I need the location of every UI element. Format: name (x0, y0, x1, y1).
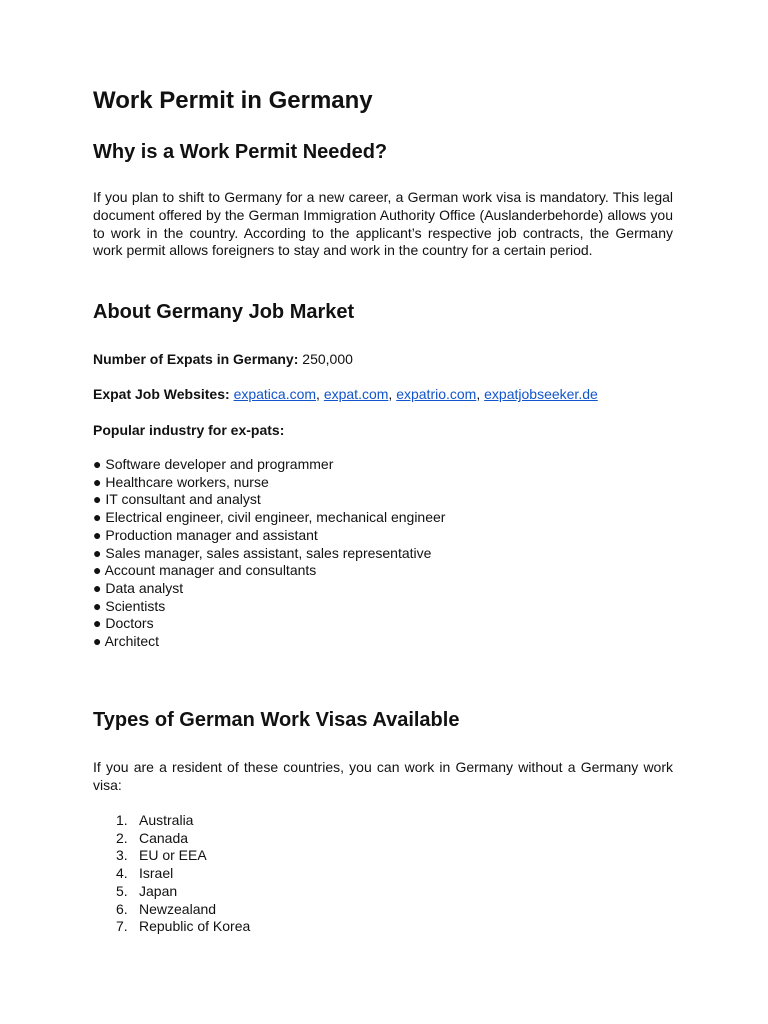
link-expat[interactable]: expat.com (323, 386, 389, 402)
list-item-text: Architect (104, 633, 160, 650)
country-name: Canada (139, 829, 189, 846)
bullet-icon: ● (93, 562, 102, 579)
country-name: Newzealand (139, 900, 217, 917)
visa-types-paragraph: If you are a resident of these countries, you can work in Germany without a Germany work visa: (93, 759, 673, 793)
link-expatjobseeker[interactable]: expatjobseeker.de (484, 386, 598, 402)
bullet-icon: ● (93, 509, 102, 526)
expats-count-value: 250,000 (298, 351, 353, 367)
list-item (93, 580, 445, 598)
list-item (93, 509, 445, 527)
expats-count-label: Number of Expats in Germany: (93, 351, 299, 367)
country-name: Japan (139, 882, 178, 899)
list-number: 2. (116, 829, 128, 846)
link-expatrio[interactable]: expatrio.com (396, 386, 477, 402)
list-number: 1. (116, 812, 128, 828)
link-expatica[interactable]: expatica.com (233, 386, 317, 402)
bullet-icon: ● (93, 473, 102, 490)
link-separator: , (388, 386, 397, 402)
list-item-text: Software developer and programmer (105, 456, 334, 472)
why-paragraph: If you plan to shift to Germany for a new career, a German work visa is mandatory. This legal document offered by the German Immigration Authority Office (Auslanderbehorde) allows you to work in the country. According to the applicant’s respective job contracts, the Germany work permit allows foreigners to stay and work in the country for a certain period. (93, 189, 673, 259)
bullet-icon: ● (93, 491, 102, 508)
job-websites-label: Expat Job Websites: (93, 386, 230, 402)
list-item (93, 615, 445, 633)
list-item (93, 865, 250, 883)
list-item-text: Healthcare workers, nurse (105, 473, 269, 490)
country-name: Republic of Korea (139, 918, 251, 935)
list-item (93, 527, 445, 545)
list-item (93, 474, 445, 492)
section-heading-job-market: About Germany Job Market (93, 301, 355, 323)
list-number: 4. (116, 865, 128, 882)
section-heading-visa-types: Types of German Work Visas Available (93, 709, 460, 731)
expats-count-line (93, 350, 353, 368)
list-item (93, 633, 445, 651)
section-heading-why: Why is a Work Permit Needed? (93, 141, 388, 163)
list-number: 3. (116, 847, 128, 864)
list-item-text: Sales manager, sales assistant, sales representative (105, 544, 432, 561)
list-item (93, 562, 445, 580)
country-name: EU or EEA (139, 847, 207, 864)
list-item (93, 830, 250, 848)
list-item (93, 883, 250, 901)
bullet-icon: ● (93, 633, 102, 650)
list-item (93, 456, 445, 474)
bullet-icon: ● (93, 456, 102, 472)
list-item-text: Scientists (105, 597, 166, 614)
link-separator: , (316, 386, 324, 402)
list-item (93, 598, 445, 616)
bullet-icon: ● (93, 526, 102, 543)
list-item (93, 812, 250, 830)
list-item-text: Account manager and consultants (104, 562, 317, 579)
list-item-text: Data analyst (105, 579, 184, 596)
popular-industry-label: Popular industry for ex-pats: (93, 422, 285, 438)
bullet-icon: ● (93, 579, 102, 596)
list-item-text: IT consultant and analyst (105, 491, 261, 508)
list-number: 6. (116, 900, 128, 917)
list-item (93, 918, 250, 936)
bullet-icon: ● (93, 544, 102, 561)
page-title: Work Permit in Germany (93, 87, 373, 114)
job-websites-line (93, 385, 598, 403)
list-item-text: Production manager and assistant (105, 526, 318, 543)
country-name: Australia (139, 812, 194, 828)
list-item (93, 847, 250, 865)
list-item (93, 491, 445, 509)
list-item-text: Doctors (105, 615, 154, 632)
industry-list (93, 456, 445, 651)
list-number: 5. (116, 882, 128, 899)
country-name: Israel (139, 865, 174, 882)
bullet-icon: ● (93, 615, 102, 632)
list-number: 7. (116, 918, 128, 935)
bullet-icon: ● (93, 597, 102, 614)
list-item (93, 545, 445, 563)
country-list (93, 812, 250, 936)
link-separator: , (476, 386, 485, 402)
list-item (93, 901, 250, 919)
list-item-text: Electrical engineer, civil engineer, mechanical engineer (105, 509, 446, 526)
